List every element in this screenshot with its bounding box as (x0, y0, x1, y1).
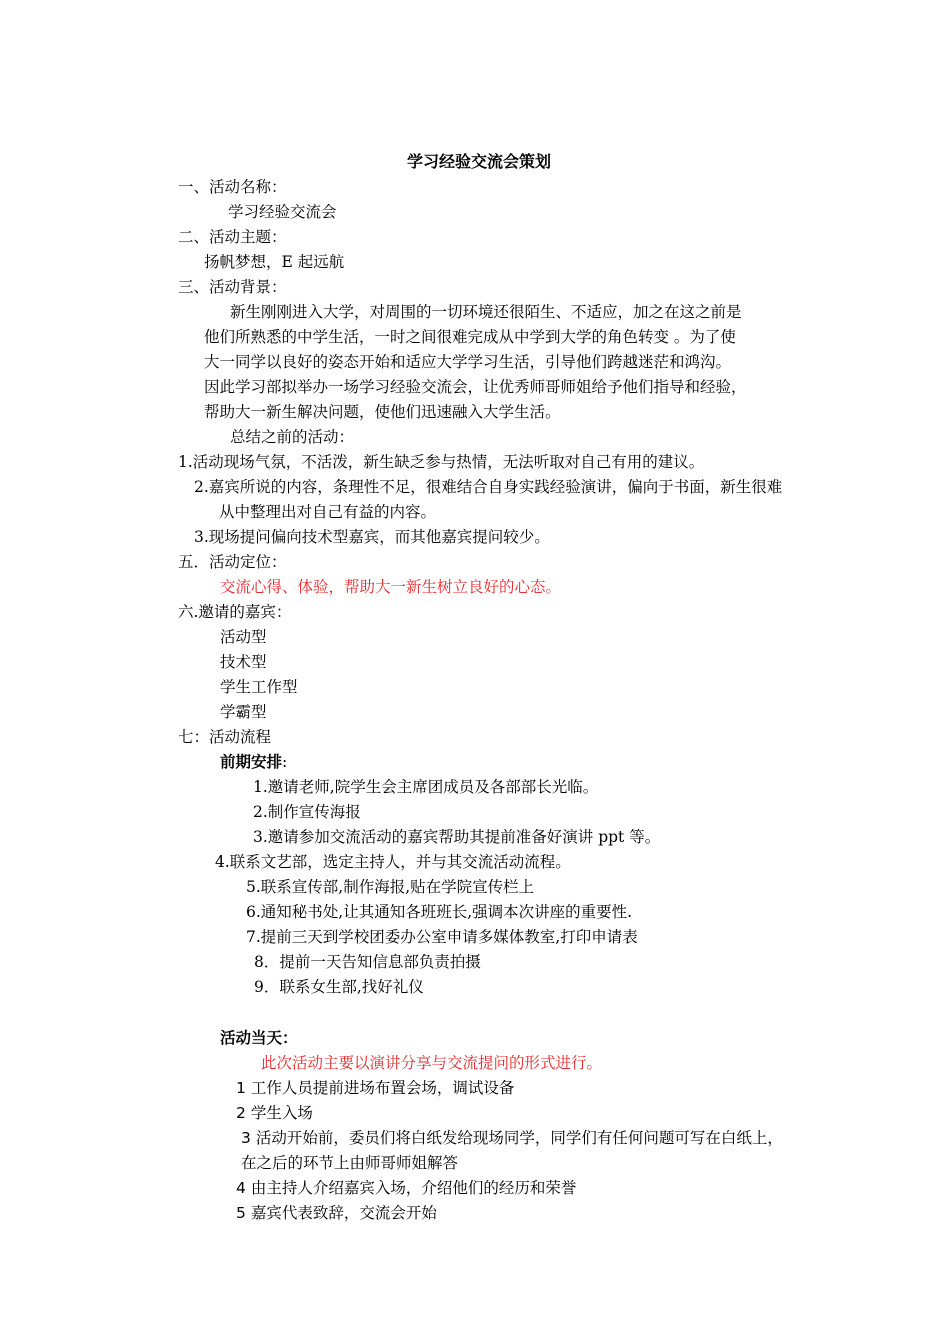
pre-arrangement-heading (220, 752, 287, 772)
pre-arrangement-label: 前期安排 (220, 752, 283, 771)
pre-arrangement-item: 5.联系宣传部,制作海报,贴在学院宣传栏上 (246, 878, 535, 896)
pre-arrangement-item: 6.通知秘书处,让其通知各班班长,强调本次讲座的重要性. (246, 903, 633, 921)
event-day-item-number: 3 (241, 1129, 251, 1147)
pre-arrangement-item: 7.提前三天到学校团委办公室申请多媒体教室,打印申请表 (246, 928, 638, 946)
summary-item: 2.嘉宾所说的内容，条理性不足，很难结合自身实践经验演讲，偏向于书面，新生很难 (194, 478, 783, 496)
pre-arrangement-item: 2.制作宣传海报 (253, 803, 361, 821)
activity-theme-text: 扬帆梦想，E 起远航 (204, 253, 345, 271)
event-day-item-number: 2 (236, 1104, 246, 1122)
event-day-item (236, 1178, 576, 1198)
positioning-text: 交流心得、体验，帮助大一新生树立良好的心态。 (220, 578, 562, 596)
background-line: 帮助大一新生解决问题，使他们迅速融入大学生活。 (204, 403, 561, 421)
background-line: 新生刚刚进入大学，对周围的一切环境还很陌生、不适应，加之在这之前是 (230, 303, 742, 321)
event-day-item-number: 4 (236, 1179, 246, 1197)
event-day-item-number: 5 (236, 1204, 246, 1222)
event-day-item-continued: 在之后的环节上由师哥师姐解答 (241, 1154, 459, 1172)
event-day-item (236, 1078, 514, 1098)
pre-arrangement-item: 9．联系女生部,找好礼仪 (254, 978, 424, 996)
background-line: 他们所熟悉的中学生活，一时之间很难完成从中学到大学的角色转变 。为了使 (204, 328, 736, 346)
event-day-item (241, 1128, 783, 1148)
pre-arrangement-colon: : (282, 753, 288, 771)
event-day-item-text: 由主持人介绍嘉宾入场，介绍他们的经历和荣誉 (250, 1179, 577, 1197)
summary-item: 3.现场提问偏向技术型嘉宾，而其他嘉宾提问较少。 (194, 528, 550, 546)
event-day-item-text: 学生入场 (250, 1104, 313, 1122)
event-day-item-text: 嘉宾代表致辞，交流会开始 (250, 1204, 437, 1222)
event-day-intro: 此次活动主要以演讲分享与交流提问的形式进行。 (261, 1054, 603, 1072)
section-heading-process: 七：活动流程 (178, 728, 272, 746)
event-day-item-text: 工作人员提前进场布置会场，调试设备 (250, 1079, 515, 1097)
event-day-item (236, 1103, 313, 1123)
summary-item: 1.活动现场气氛，不活泼，新生缺乏参与热情，无法听取对自己有用的建议。 (178, 453, 705, 471)
section-heading-activity-theme: 二、活动主题： (178, 228, 287, 246)
pre-arrangement-item: 4.联系文艺部，选定主持人，并与其交流活动流程。 (215, 853, 571, 871)
pre-arrangement-item: 3.邀请参加交流活动的嘉宾帮助其提前准备好演讲 ppt 等。 (253, 828, 661, 846)
background-line: 大一同学以良好的姿态开始和适应大学学习生活，引导他们跨越迷茫和鸿沟。 (204, 353, 732, 371)
event-day-item (236, 1203, 437, 1223)
guest-type-item: 活动型 (220, 628, 267, 646)
section-heading-positioning: 五．活动定位： (178, 553, 287, 571)
section-heading-guests: 六.邀请的嘉宾： (178, 603, 292, 621)
document-title: 学习经验交流会策划 (407, 152, 552, 171)
section-heading-activity-name: 一、活动名称： (178, 178, 287, 196)
guest-type-item: 学霸型 (220, 703, 267, 721)
activity-name-text: 学习经验交流会 (228, 203, 337, 221)
event-day-heading: 活动当天： (220, 1028, 298, 1047)
summary-heading: 总结之前的活动： (230, 428, 355, 446)
guest-type-item: 技术型 (220, 653, 267, 671)
guest-type-item: 学生工作型 (220, 678, 298, 696)
event-day-item-text: 活动开始前，委员们将白纸发给现场同学，同学们有任何问题可写在白纸上， (255, 1129, 783, 1147)
section-heading-background: 三、活动背景： (178, 278, 287, 296)
pre-arrangement-item: 8．提前一天告知信息部负责拍摄 (254, 953, 481, 971)
summary-item-continued: 从中整理出对自己有益的内容。 (219, 503, 437, 521)
background-line: 因此学习部拟举办一场学习经验交流会，让优秀师哥师姐给予他们指导和经验， (204, 378, 747, 396)
event-day-item-number: 1 (236, 1079, 246, 1097)
pre-arrangement-item: 1.邀请老师,院学生会主席团成员及各部部长光临。 (253, 778, 599, 796)
